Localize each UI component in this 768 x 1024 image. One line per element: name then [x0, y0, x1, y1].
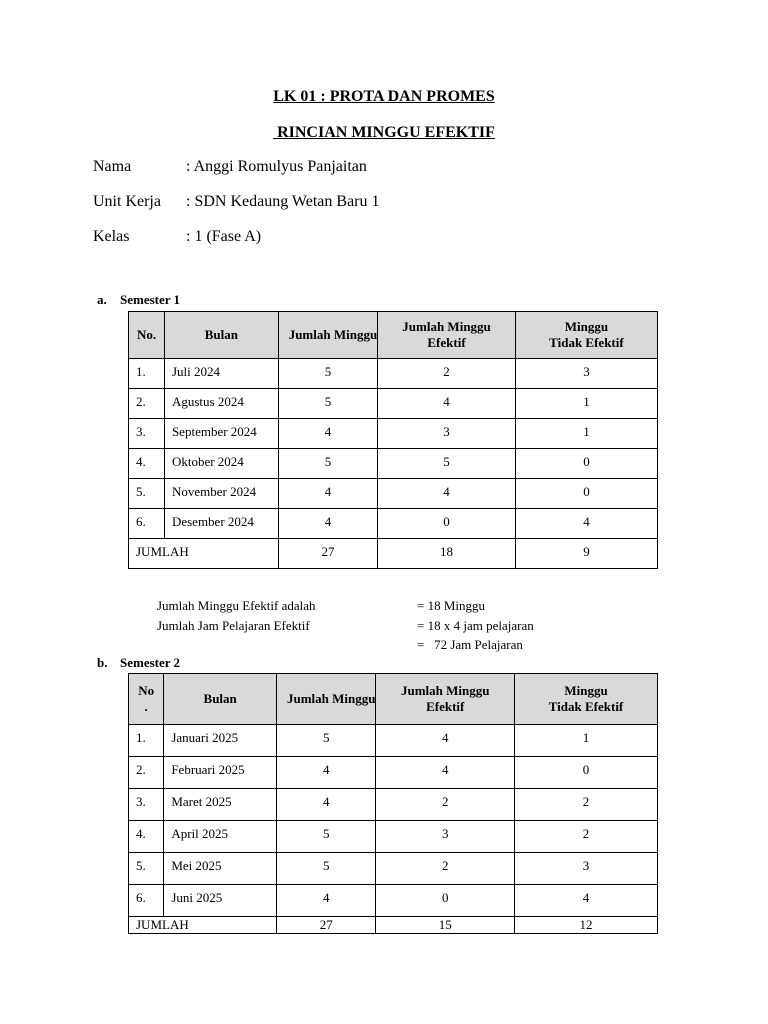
summary-line-1: [157, 596, 534, 616]
info-nama-value: : Anggi Romulyus Panjaitan: [186, 158, 367, 175]
total-jumlah-minggu: 27: [276, 917, 376, 934]
document-title: LK 01 : PROTA DAN PROMES: [273, 88, 495, 105]
cell-jumlah-minggu: 4: [278, 479, 378, 509]
table-row: [129, 449, 658, 479]
cell-jumlah-minggu-efektif: 2: [378, 359, 516, 389]
total-jumlah-minggu-efektif: 18: [378, 539, 516, 569]
cell-jumlah-minggu-efektif: 4: [378, 479, 516, 509]
info-kelas: [93, 228, 261, 246]
cell-minggu-tidak-efektif: 4: [515, 885, 658, 917]
cell-no: 2.: [129, 389, 165, 419]
header-jumlah-minggu: Jumlah Minggu: [276, 674, 376, 725]
header-mte-line2: Tidak Efektif: [548, 699, 624, 714]
cell-jumlah-minggu-efektif: 0: [376, 885, 515, 917]
cell-no: 3.: [129, 789, 164, 821]
cell-no: 4.: [129, 449, 165, 479]
header-bulan: Bulan: [164, 674, 277, 725]
table-row: [129, 389, 658, 419]
header-jumlah-minggu: Jumlah Minggu: [278, 312, 378, 359]
total-jumlah-minggu-efektif: 15: [376, 917, 515, 934]
cell-jumlah-minggu: 4: [278, 509, 378, 539]
header-mte-line1: Minggu: [564, 683, 608, 698]
header-jme-line1: Jumlah Minggu: [400, 683, 490, 698]
cell-jumlah-minggu: 4: [276, 885, 376, 917]
table-total-row: [129, 539, 658, 569]
table-row: [129, 509, 658, 539]
table-row: [129, 821, 658, 853]
cell-bulan: Juli 2024: [164, 359, 278, 389]
cell-minggu-tidak-efektif: 3: [515, 359, 657, 389]
table-row: [129, 885, 658, 917]
cell-jumlah-minggu: 5: [278, 359, 378, 389]
total-label: JUMLAH: [129, 917, 277, 934]
cell-bulan: Mei 2025: [164, 853, 277, 885]
cell-jumlah-minggu: 5: [276, 725, 376, 757]
summary-line1-value: = 18 Minggu: [417, 598, 486, 613]
total-minggu-tidak-efektif: 9: [515, 539, 657, 569]
semester1-summary: [157, 596, 534, 655]
table-row: [129, 479, 658, 509]
info-nama-label: Nama: [93, 158, 132, 175]
semester2-heading: [97, 655, 180, 671]
semester1-table: [128, 311, 658, 569]
cell-bulan: Desember 2024: [164, 509, 278, 539]
cell-minggu-tidak-efektif: 1: [515, 725, 658, 757]
summary-line-2: [157, 616, 534, 636]
cell-minggu-tidak-efektif: 3: [515, 853, 658, 885]
info-nama: [93, 158, 367, 176]
cell-jumlah-minggu: 5: [276, 853, 376, 885]
cell-no: 2.: [129, 757, 164, 789]
header-mte-line1: Minggu: [564, 319, 609, 334]
cell-bulan: Agustus 2024: [164, 389, 278, 419]
cell-jumlah-minggu-efektif: 2: [376, 789, 515, 821]
header-jme-line2: Efektif: [426, 699, 465, 714]
cell-bulan: Januari 2025: [164, 725, 277, 757]
info-unit-kerja: [93, 193, 380, 211]
table-row: [129, 725, 658, 757]
cell-jumlah-minggu-efektif: 4: [378, 389, 516, 419]
cell-jumlah-minggu-efektif: 2: [376, 853, 515, 885]
semester1-title: Semester 1: [120, 292, 181, 307]
cell-jumlah-minggu-efektif: 4: [376, 725, 515, 757]
cell-minggu-tidak-efektif: 1: [515, 389, 657, 419]
header-jme-line1: Jumlah Minggu: [402, 319, 491, 334]
cell-jumlah-minggu: 4: [276, 757, 376, 789]
cell-bulan: April 2025: [164, 821, 277, 853]
cell-jumlah-minggu: 5: [276, 821, 376, 853]
cell-jumlah-minggu: 5: [278, 389, 378, 419]
cell-no: 6.: [129, 885, 164, 917]
summary-line1-label: Jumlah Minggu Efektif adalah: [157, 598, 316, 613]
table-header-row: [129, 674, 658, 725]
cell-bulan: Juni 2025: [164, 885, 277, 917]
header-bulan: Bulan: [164, 312, 278, 359]
cell-bulan: Oktober 2024: [164, 449, 278, 479]
header-no: [129, 674, 164, 725]
cell-minggu-tidak-efektif: 2: [515, 821, 658, 853]
cell-bulan: November 2024: [164, 479, 278, 509]
cell-minggu-tidak-efektif: 4: [515, 509, 657, 539]
summary-line3-value: = 72 Jam Pelajaran: [417, 637, 523, 652]
cell-minggu-tidak-efektif: 2: [515, 789, 658, 821]
cell-minggu-tidak-efektif: 0: [515, 757, 658, 789]
cell-no: 5.: [129, 479, 165, 509]
cell-jumlah-minggu-efektif: 3: [378, 419, 516, 449]
cell-jumlah-minggu-efektif: 0: [378, 509, 516, 539]
info-unit-value: : SDN Kedaung Wetan Baru 1: [186, 193, 380, 210]
summary-line2-value: = 18 x 4 jam pelajaran: [417, 617, 534, 633]
cell-bulan: Februari 2025: [164, 757, 277, 789]
cell-minggu-tidak-efektif: 1: [515, 419, 657, 449]
table-row: [129, 789, 658, 821]
semester2-table: [128, 673, 658, 934]
cell-no: 3.: [129, 419, 165, 449]
cell-no: 5.: [129, 853, 164, 885]
cell-jumlah-minggu-efektif: 5: [378, 449, 516, 479]
header-minggu-tidak-efektif: [515, 312, 657, 359]
cell-jumlah-minggu: 4: [276, 789, 376, 821]
semester2-title: Semester 2: [120, 655, 181, 670]
table-header-row: [129, 312, 658, 359]
info-kelas-value: : 1 (Fase A): [186, 228, 262, 245]
summary-line2-label: Jumlah Jam Pelajaran Efektif: [157, 617, 310, 633]
summary-line-3: [157, 635, 534, 655]
table-total-row: [129, 917, 658, 934]
cell-no: 4.: [129, 821, 164, 853]
header-no-line1: No: [138, 683, 155, 698]
cell-jumlah-minggu: 5: [278, 449, 378, 479]
cell-no: 1.: [129, 725, 164, 757]
header-jumlah-minggu-efektif: [376, 674, 515, 725]
table-row: [129, 853, 658, 885]
header-minggu-tidak-efektif: [515, 674, 658, 725]
cell-jumlah-minggu: 4: [278, 419, 378, 449]
header-no-line2: .: [144, 699, 148, 714]
header-no: No.: [129, 312, 165, 359]
total-jumlah-minggu: 27: [278, 539, 378, 569]
total-minggu-tidak-efektif: 12: [515, 917, 658, 934]
cell-minggu-tidak-efektif: 0: [515, 449, 657, 479]
table-row: [129, 419, 658, 449]
header-mte-line2: Tidak Efektif: [549, 335, 624, 350]
table-row: [129, 359, 658, 389]
document-subtitle: RINCIAN MINGGU EFEKTIF: [273, 124, 495, 141]
info-unit-label: Unit Kerja: [93, 193, 161, 210]
total-label: JUMLAH: [129, 539, 279, 569]
cell-no: 1.: [129, 359, 165, 389]
header-jme-line2: Efektif: [427, 335, 466, 350]
semester2-letter: b.: [97, 655, 108, 670]
header-jumlah-minggu-efektif: [378, 312, 516, 359]
info-kelas-label: Kelas: [93, 228, 130, 245]
cell-bulan: September 2024: [164, 419, 278, 449]
cell-bulan: Maret 2025: [164, 789, 277, 821]
table-row: [129, 757, 658, 789]
cell-minggu-tidak-efektif: 0: [515, 479, 657, 509]
semester1-letter: a.: [97, 292, 107, 307]
cell-no: 6.: [129, 509, 165, 539]
cell-jumlah-minggu-efektif: 4: [376, 757, 515, 789]
semester1-heading: [97, 292, 180, 308]
cell-jumlah-minggu-efektif: 3: [376, 821, 515, 853]
